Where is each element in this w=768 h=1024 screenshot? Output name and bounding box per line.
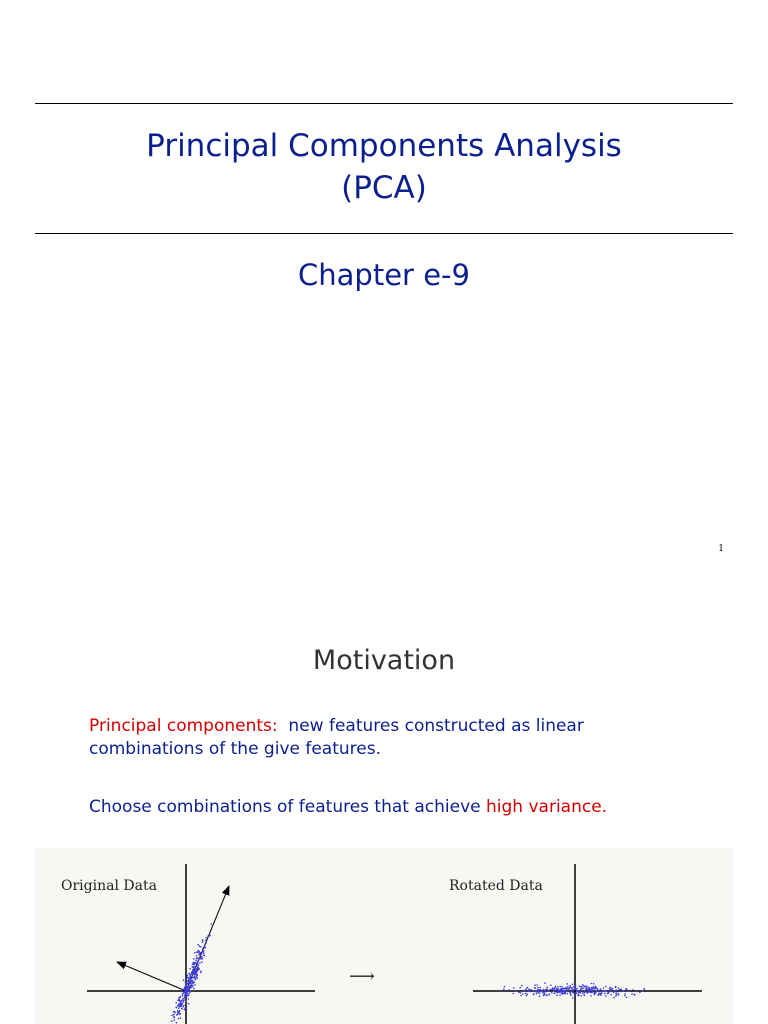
- original-data-point: [197, 951, 199, 953]
- original-data-point: [199, 945, 201, 947]
- rotated-data-point: [604, 993, 606, 995]
- original-data-point: [195, 960, 197, 962]
- original-data-point: [177, 1005, 179, 1007]
- rotated-data-point: [576, 990, 578, 992]
- rotated-data-point: [533, 993, 535, 995]
- rotated-data-label: Rotated Data: [449, 878, 543, 894]
- rotated-data-point: [536, 992, 538, 994]
- rotated-data-point: [580, 991, 582, 993]
- original-data-point: [192, 963, 194, 965]
- rotated-data-point: [503, 988, 505, 990]
- rotated-data-point: [526, 994, 528, 996]
- rotated-data-point: [605, 990, 607, 992]
- pca-plot: [35, 848, 733, 1024]
- rotated-data-point: [575, 985, 577, 987]
- rotated-data-point: [534, 984, 536, 986]
- original-data-point: [202, 948, 204, 950]
- rotated-data-point: [609, 987, 611, 989]
- original-data-point: [178, 1007, 180, 1009]
- rotated-data-point: [566, 987, 568, 989]
- original-data-point: [205, 942, 207, 944]
- rotated-data-point: [547, 990, 549, 992]
- rotated-data-point: [580, 995, 582, 997]
- original-data-point: [200, 970, 202, 972]
- original-data-point: [204, 945, 206, 947]
- original-data-point: [186, 995, 188, 997]
- rotated-data-point: [586, 989, 588, 991]
- original-data-point: [183, 999, 185, 1001]
- original-data-point: [197, 962, 199, 964]
- original-data-point: [175, 1002, 177, 1004]
- original-data-point: [183, 1005, 185, 1007]
- original-data-point: [178, 1018, 180, 1020]
- rotated-data-point: [573, 986, 575, 988]
- original-data-point: [194, 978, 196, 980]
- rotated-data-point: [559, 986, 561, 988]
- rotated-data-point: [526, 988, 528, 990]
- rotated-data-point: [593, 987, 595, 989]
- rotated-data-point: [572, 997, 574, 999]
- original-data-point: [201, 961, 203, 963]
- rotated-data-point: [534, 987, 536, 989]
- original-data-point: [187, 983, 189, 985]
- original-data-point: [192, 969, 194, 971]
- rotated-data-point: [559, 989, 561, 991]
- original-data-point: [184, 990, 186, 992]
- original-data-point: [179, 1003, 181, 1005]
- rotated-data-point: [559, 994, 561, 996]
- original-data-point: [181, 991, 183, 993]
- original-data-point: [199, 957, 201, 959]
- rotated-data-point: [498, 990, 500, 992]
- rotated-data-point: [591, 987, 593, 989]
- rotated-data-point: [561, 992, 563, 994]
- rotated-data-point: [632, 989, 634, 991]
- original-data-point: [185, 996, 187, 998]
- rotated-data-point: [582, 992, 584, 994]
- original-data-point: [200, 954, 202, 956]
- motivation-title: Motivation: [312, 645, 456, 676]
- rotated-data-point: [585, 985, 587, 987]
- original-data-point: [183, 979, 185, 981]
- original-data-point: [187, 975, 189, 977]
- original-data-point: [197, 969, 199, 971]
- original-data-point: [205, 939, 207, 941]
- original-data-point: [193, 971, 195, 973]
- original-data-point: [174, 1011, 176, 1013]
- rotated-data-point: [583, 988, 585, 990]
- rotated-data-point: [561, 986, 563, 988]
- rotated-data-point: [567, 993, 569, 995]
- term-high-variance: high variance.: [486, 797, 608, 817]
- rotated-data-point: [557, 986, 559, 988]
- original-data-point: [179, 1010, 181, 1012]
- rotated-data-point: [558, 991, 560, 993]
- original-data-point: [181, 1004, 183, 1006]
- rotated-data-point: [544, 982, 546, 984]
- rotated-data-point: [551, 992, 553, 994]
- rotated-data-point: [570, 991, 572, 993]
- rotated-data-point: [530, 989, 532, 991]
- rotated-data-point: [546, 986, 548, 988]
- original-data-point: [209, 935, 211, 937]
- rotated-data-point: [520, 992, 522, 994]
- rotated-data-point: [562, 990, 564, 992]
- original-data-point: [196, 955, 198, 957]
- rotated-data-point: [608, 992, 610, 994]
- original-data-point: [177, 1014, 179, 1016]
- original-data-point: [187, 981, 189, 983]
- original-data-point: [184, 1009, 186, 1011]
- rotated-data-point: [590, 992, 592, 994]
- paragraph-1-text-b: combinations of the give features.: [89, 739, 382, 759]
- rotated-data-point: [524, 990, 526, 992]
- rotated-data-point: [555, 986, 557, 988]
- rotated-data-point: [539, 987, 541, 989]
- original-data-point: [197, 967, 199, 969]
- original-data-point: [200, 946, 202, 948]
- original-data-point: [190, 985, 192, 987]
- original-data-point: [178, 1003, 180, 1005]
- rotated-data-point: [591, 983, 593, 985]
- original-data-point: [192, 977, 194, 979]
- top-rule: [35, 103, 733, 104]
- rotated-data-point: [544, 990, 546, 992]
- rotated-data-point: [546, 989, 548, 991]
- rotated-data-point: [578, 991, 580, 993]
- rotated-data-point: [627, 990, 629, 992]
- original-data-point: [180, 996, 182, 998]
- original-data-point: [171, 1020, 173, 1022]
- rotated-data-point: [596, 990, 598, 992]
- original-data-point: [195, 966, 197, 968]
- rotated-data-point: [572, 989, 574, 991]
- rotated-data-point: [599, 993, 601, 995]
- rotated-data-point: [528, 989, 530, 991]
- rotated-data-point: [601, 992, 603, 994]
- rotated-data-point: [550, 985, 552, 987]
- rotated-data-point: [600, 989, 602, 991]
- original-data-point: [188, 1003, 190, 1005]
- original-data-point: [207, 935, 209, 937]
- original-data-point: [194, 952, 196, 954]
- original-data-point: [196, 975, 198, 977]
- pc1-arrow-icon: [186, 886, 229, 991]
- original-data-point: [202, 941, 204, 943]
- rotated-data-point: [564, 988, 566, 990]
- rotated-data-point: [572, 992, 574, 994]
- rotated-data-point: [520, 995, 522, 997]
- rotated-data-point: [504, 986, 506, 988]
- original-data-point: [201, 956, 203, 958]
- rotated-data-point: [572, 984, 574, 986]
- rotated-data-point: [587, 986, 589, 988]
- rotated-data-point: [537, 987, 539, 989]
- original-data-point: [197, 964, 199, 966]
- rotated-data-point: [533, 991, 535, 993]
- chapter-label: Chapter e-9: [298, 258, 470, 292]
- rotated-data-point: [644, 988, 646, 990]
- rotated-data-point: [539, 991, 541, 993]
- original-data-point: [193, 963, 195, 965]
- rotated-data-point: [529, 991, 531, 993]
- rotated-data-point: [518, 992, 520, 994]
- original-data-point: [186, 987, 188, 989]
- original-data-point: [180, 1017, 182, 1019]
- rotated-data-point: [556, 988, 558, 990]
- original-data-point: [201, 958, 203, 960]
- original-data-point: [177, 1000, 179, 1002]
- rotated-data-point: [565, 991, 567, 993]
- rotated-data-point: [554, 993, 556, 995]
- rotated-data-point: [539, 989, 541, 991]
- original-data-point: [171, 1015, 173, 1017]
- rotated-data-point: [636, 991, 638, 993]
- rotated-data-point: [543, 995, 545, 997]
- rotated-data-point: [616, 994, 618, 996]
- rotated-data-point: [580, 989, 582, 991]
- rotated-data-point: [588, 988, 590, 990]
- rotated-data-point: [567, 986, 569, 988]
- rotated-data-point: [574, 992, 576, 994]
- rotated-data-point: [576, 988, 578, 990]
- rotated-data-point: [585, 991, 587, 993]
- original-data-point: [180, 1005, 182, 1007]
- rotated-data-point: [551, 989, 553, 991]
- rotated-data-point: [546, 994, 548, 996]
- rotated-data-point: [618, 987, 620, 989]
- rotated-data-point: [611, 988, 613, 990]
- rotated-data-point: [566, 983, 568, 985]
- rotated-data-point: [515, 990, 517, 992]
- rotated-data-point: [610, 994, 612, 996]
- rotated-data-point: [605, 986, 607, 988]
- rotated-data-point: [615, 989, 617, 991]
- rotated-data-point: [579, 986, 581, 988]
- original-data-point: [181, 1008, 183, 1010]
- rotated-data-point: [596, 988, 598, 990]
- original-data-point: [182, 1006, 184, 1008]
- rotated-data-point: [543, 989, 545, 991]
- original-data-point: [194, 984, 196, 986]
- rotated-data-point: [562, 988, 564, 990]
- rotated-data-point: [624, 993, 626, 995]
- original-data-point: [191, 986, 193, 988]
- original-data-point: [197, 957, 199, 959]
- original-data-point: [179, 1013, 181, 1015]
- rotated-data-point: [634, 994, 636, 996]
- rotated-data-point: [631, 993, 633, 995]
- original-data-point: [190, 987, 192, 989]
- original-data-point: [192, 980, 194, 982]
- original-data-point: [182, 989, 184, 991]
- original-data-point: [197, 950, 199, 952]
- original-data-point: [178, 998, 180, 1000]
- original-data-point: [196, 976, 198, 978]
- rotated-data-point: [570, 995, 572, 997]
- original-data-point: [179, 1006, 181, 1008]
- rotated-data-point: [535, 990, 537, 992]
- rotated-data-point: [521, 985, 523, 987]
- original-data-point: [193, 988, 195, 990]
- bottom-rule: [35, 233, 733, 234]
- original-data-point: [179, 1001, 181, 1003]
- original-data-point: [195, 968, 197, 970]
- rotated-data-point: [522, 993, 524, 995]
- original-data-point: [184, 1007, 186, 1009]
- rotated-data-point: [554, 988, 556, 990]
- original-data-point: [197, 960, 199, 962]
- original-data-point: [186, 991, 188, 993]
- rotated-data-point: [622, 990, 624, 992]
- original-data-point: [202, 939, 204, 941]
- original-data-point: [188, 973, 190, 975]
- original-data-point: [191, 973, 193, 975]
- original-data-points: [171, 923, 212, 1023]
- original-data-point: [173, 1016, 175, 1018]
- slide-title-line-1: Principal Components Analysis: [146, 128, 622, 164]
- original-data-point: [205, 947, 207, 949]
- original-data-point: [194, 976, 196, 978]
- rotated-data-point: [590, 990, 592, 992]
- pc2-arrow-icon: [117, 962, 186, 991]
- page-number: 1: [718, 544, 724, 554]
- pca-figure: [35, 848, 733, 1024]
- rotated-data-point: [639, 991, 641, 993]
- original-data-point: [188, 995, 190, 997]
- term-principal-components: Principal components:: [89, 716, 278, 736]
- original-data-point: [190, 982, 192, 984]
- original-data-point: [177, 1010, 179, 1012]
- original-data-point: [184, 988, 186, 990]
- original-data-point: [188, 998, 190, 1000]
- original-data-point: [173, 1020, 175, 1022]
- rotated-data-point: [626, 997, 628, 999]
- original-data-point: [203, 955, 205, 957]
- original-data-point: [188, 989, 190, 991]
- rotated-data-point: [536, 984, 538, 986]
- rotated-data-point: [577, 995, 579, 997]
- rotated-data-point: [605, 995, 607, 997]
- rotated-data-point: [548, 993, 550, 995]
- original-data-point: [193, 958, 195, 960]
- rotated-data-point: [618, 994, 620, 996]
- rotated-data-point: [584, 995, 586, 997]
- original-data-point: [189, 968, 191, 970]
- original-data-point: [211, 923, 213, 925]
- rotated-data-point: [538, 990, 540, 992]
- original-data-point: [197, 944, 199, 946]
- original-data-point: [182, 1002, 184, 1004]
- original-data-point: [202, 950, 204, 952]
- original-data-point: [203, 952, 205, 954]
- rotated-data-point: [615, 991, 617, 993]
- rotated-data-point: [594, 992, 596, 994]
- original-data-point: [173, 1014, 175, 1016]
- rotated-data-point: [542, 992, 544, 994]
- original-data-point: [199, 962, 201, 964]
- rotated-data-point: [576, 993, 578, 995]
- original-data-point: [181, 1000, 183, 1002]
- original-data-point: [194, 982, 196, 984]
- original-data-point: [195, 972, 197, 974]
- original-data-point: [192, 985, 194, 987]
- rotated-data-point: [624, 995, 626, 997]
- paragraph-1-text-a: new features constructed as linear: [288, 716, 584, 736]
- original-data-point: [185, 984, 187, 986]
- rotated-data-point: [620, 989, 622, 991]
- rotated-data-point: [614, 990, 616, 992]
- paragraph-principal-components: [89, 715, 584, 761]
- original-data-point: [188, 978, 190, 980]
- transform-arrow-icon: ⟶: [349, 966, 375, 987]
- original-data-point: [186, 977, 188, 979]
- rotated-data-point: [609, 990, 611, 992]
- paragraph-high-variance: [89, 796, 607, 819]
- slide-title-line-2: (PCA): [341, 170, 427, 206]
- rotated-data-point: [615, 987, 617, 989]
- rotated-data-point: [512, 993, 514, 995]
- original-data-point: [189, 992, 191, 994]
- rotated-data-point: [597, 994, 599, 996]
- original-data-point: [182, 993, 184, 995]
- original-data-point: [176, 1022, 178, 1024]
- rotated-data-point: [539, 996, 541, 998]
- original-data-point: [189, 978, 191, 980]
- rotated-data-point: [508, 989, 510, 991]
- rotated-data-point: [569, 985, 571, 987]
- rotated-data-point: [583, 985, 585, 987]
- rotated-data-point: [539, 993, 541, 995]
- original-data-point: [188, 993, 190, 995]
- original-data-point: [200, 972, 202, 974]
- rotated-data-point: [590, 995, 592, 997]
- original-data-point: [186, 993, 188, 995]
- rotated-data-point: [549, 989, 551, 991]
- original-data-label: Original Data: [61, 878, 157, 894]
- rotated-data-point: [513, 987, 515, 989]
- original-data-point: [193, 966, 195, 968]
- rotated-data-point: [593, 983, 595, 985]
- rotated-data-point: [583, 993, 585, 995]
- rotated-data-point: [519, 987, 521, 989]
- original-data-point: [176, 1007, 178, 1009]
- original-data-point: [185, 982, 187, 984]
- rotated-data-point: [603, 987, 605, 989]
- rotated-data-point: [525, 993, 527, 995]
- rotated-data-point: [594, 989, 596, 991]
- rotated-data-point: [568, 988, 570, 990]
- rotated-data-point: [556, 995, 558, 997]
- rotated-data-point: [642, 990, 644, 992]
- original-data-point: [182, 995, 184, 997]
- original-data-point: [195, 962, 197, 964]
- rotated-data-point: [625, 988, 627, 990]
- rotated-data-point: [602, 990, 604, 992]
- rotated-data-point: [588, 990, 590, 992]
- original-data-point: [185, 1000, 187, 1002]
- rotated-data-point: [580, 986, 582, 988]
- rotated-data-point: [613, 997, 615, 999]
- original-data-point: [205, 937, 207, 939]
- original-data-point: [201, 953, 203, 955]
- paragraph-2-text: Choose combinations of features that achieve: [89, 797, 481, 817]
